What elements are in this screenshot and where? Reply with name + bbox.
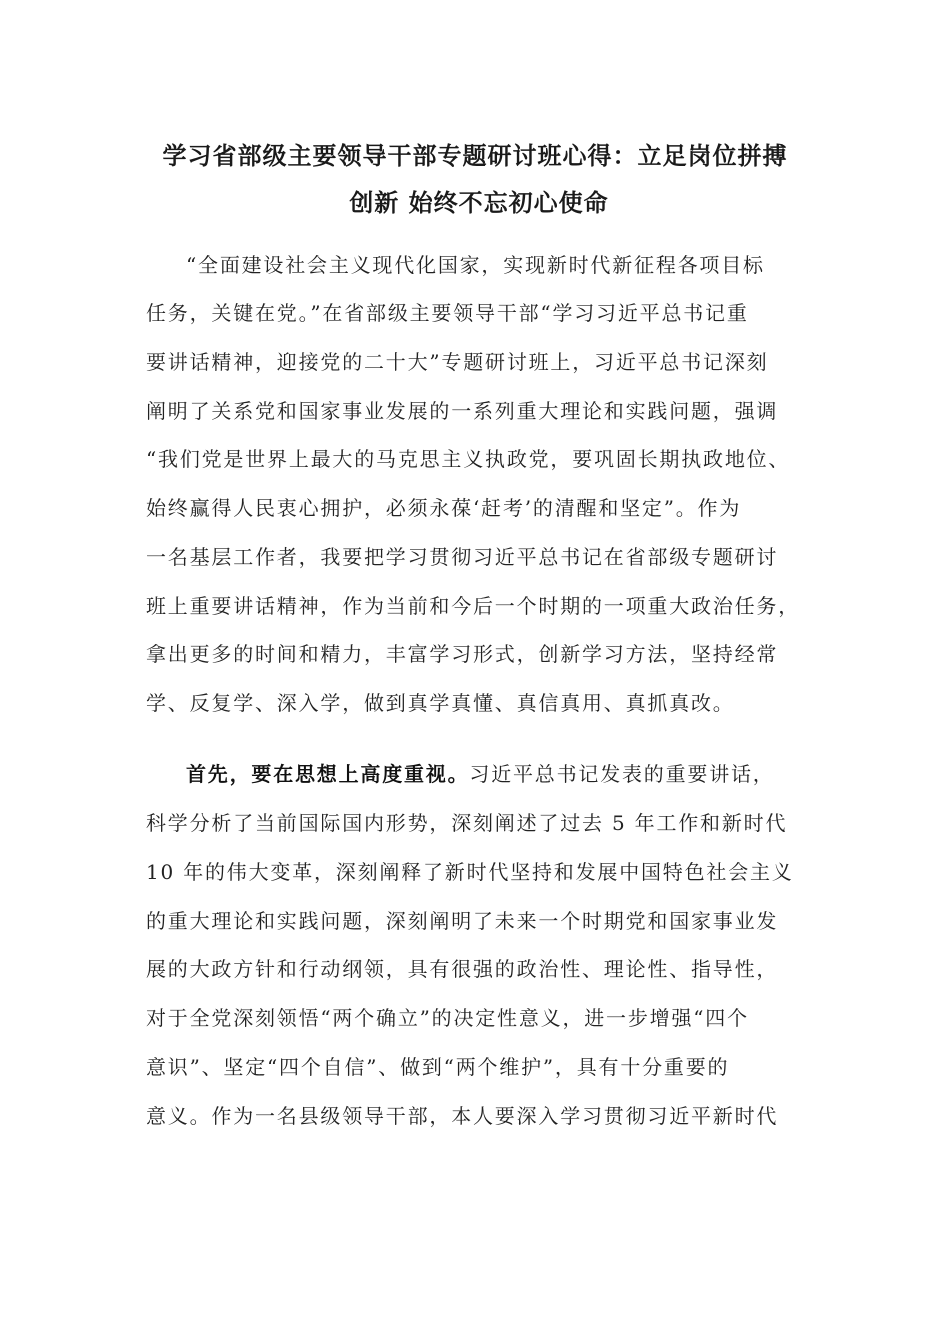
paragraph-2-first-line	[186, 759, 866, 789]
paragraph-2-heading: 首先，要在思想上高度重视。	[186, 762, 470, 786]
paragraph-2-first-rest: 习近平总书记发表的重要讲话，	[469, 762, 775, 786]
paragraph-2-line: 对于全党深刻领悟“两个确立”的决定性意义，进一步增强“四个	[146, 1006, 749, 1030]
paragraph-1-line: 要讲话精神，迎接党的二十大”专题研讨班上，习近平总书记深刻	[146, 350, 769, 374]
document-title-line-1: 学习省部级主要领导干部专题研讨班心得：立足岗位拼搏	[162, 142, 788, 170]
paragraph-2-line: 科学分析了当前国际国内形势，深刻阐述了过去 5 年工作和新时代	[146, 811, 788, 835]
paragraph-1-line: 一名基层工作者，我要把学习贯彻习近平总书记在省部级专题研讨	[146, 545, 779, 569]
paragraph-2-line: 展的大政方针和行动纲领，具有很强的政治性、理论性、指导性，	[146, 957, 779, 981]
paragraph-1-line: 任务，关键在党。”在省部级主要领导干部“学习习近平总书记重	[146, 301, 749, 325]
paragraph-2-line: 意识”、坚定“四个自信”、做到“两个维护”，具有十分重要的	[146, 1055, 730, 1079]
paragraph-1-line: “全面建设社会主义现代化国家，实现新时代新征程各项目标	[186, 253, 765, 277]
paragraph-1-line: 班上重要讲话精神，作为当前和今后一个时期的一项重大政治任务，	[146, 594, 800, 618]
paragraph-1-line: “我们党是世界上最大的马克思主义执政党，要巩固长期执政地位、	[146, 447, 791, 471]
paragraph-2-line: 10 年的伟大变革，深刻阐释了新时代坚持和发展中国特色社会主义	[146, 860, 794, 884]
paragraph-1-line: 拿出更多的时间和精力，丰富学习形式，创新学习方法，坚持经常	[146, 642, 779, 666]
paragraph-1-line: 始终赢得人民衷心拥护，必须永葆‘赶考’的清醒和坚定”。作为	[146, 496, 742, 520]
document-title-line-2: 创新 始终不忘初心使命	[349, 189, 609, 217]
paragraph-2-line: 意义。作为一名县级领导干部，本人要深入学习贯彻习近平新时代	[146, 1104, 779, 1128]
paragraph-1-line: 阐明了关系党和国家事业发展的一系列重大理论和实践问题，强调	[146, 399, 779, 423]
paragraph-2-line: 的重大理论和实践问题，深刻阐明了未来一个时期党和国家事业发	[146, 909, 779, 933]
paragraph-1-line: 学、反复学、深入学，做到真学真懂、真信真用、真抓真改。	[146, 691, 735, 715]
